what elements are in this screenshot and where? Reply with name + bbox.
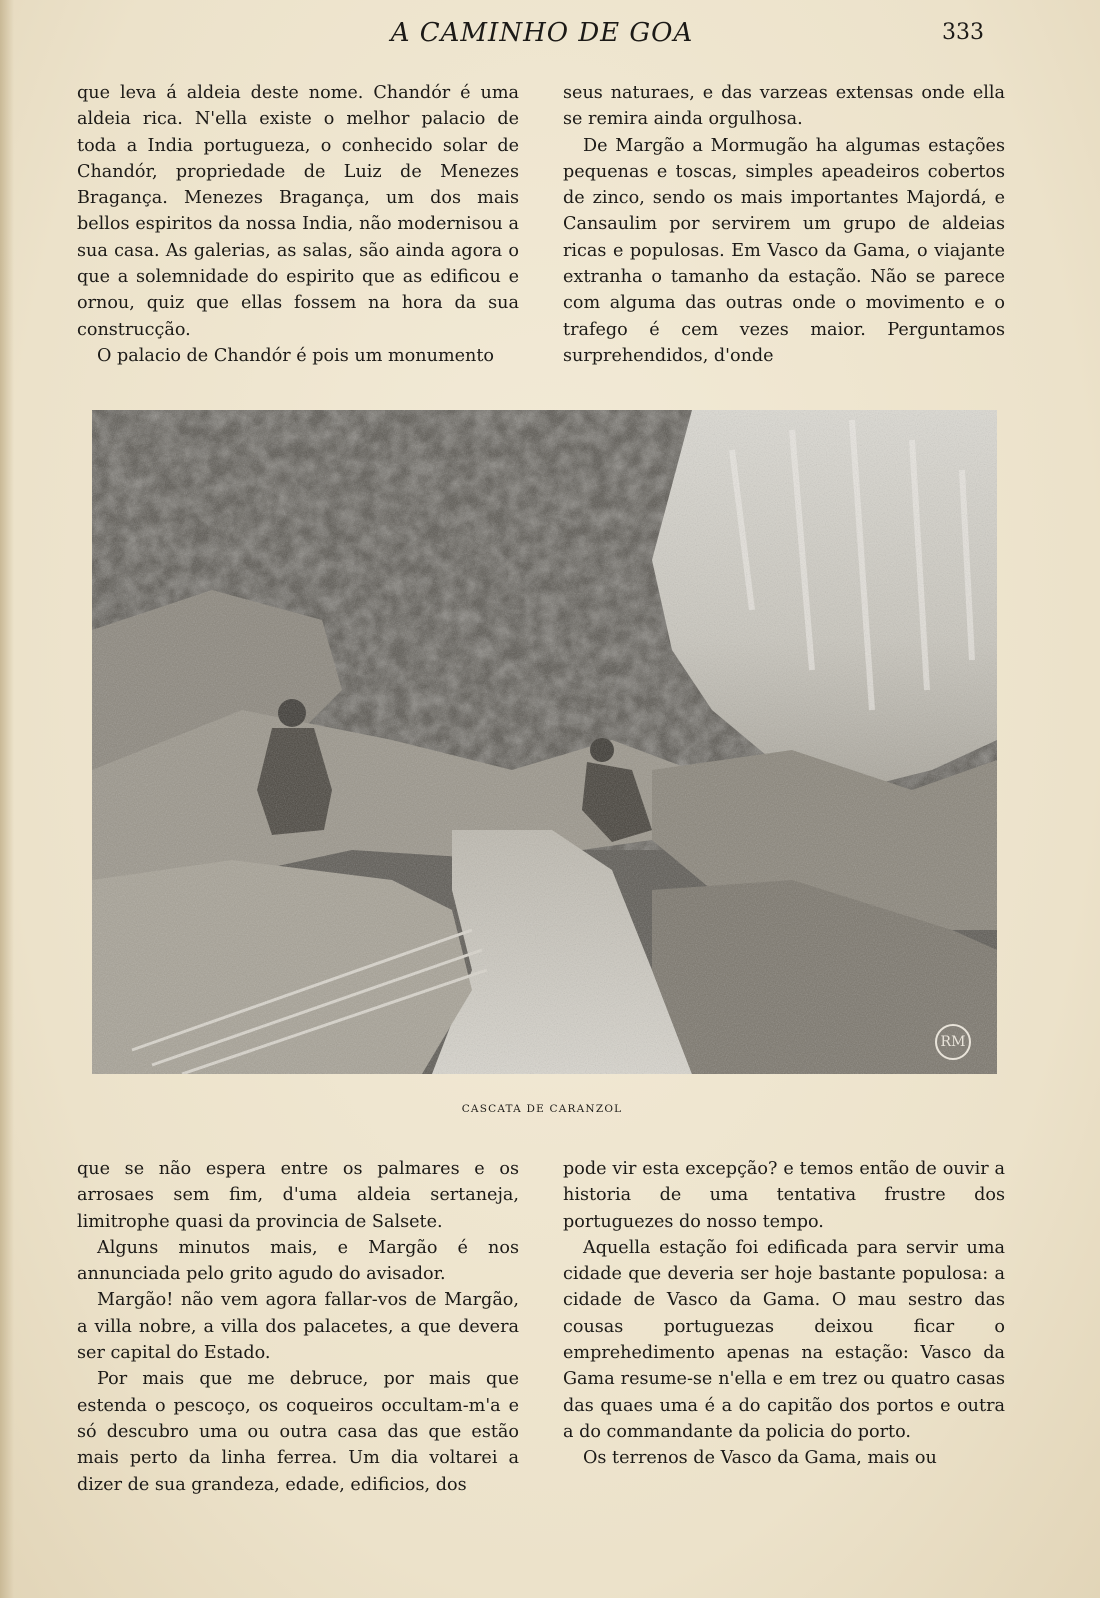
column-top-right xyxy=(563,80,1005,369)
waterfall-illustration xyxy=(92,410,997,1074)
waterfall-photo xyxy=(92,410,997,1074)
paragraph: Margão! não vem agora fallar-vos de Margão, a villa nobre, a villa dos palacetes, a que devera ser capital do Estado. xyxy=(77,1290,519,1364)
paragraph: Alguns minutos mais, e Margão é nos annunciada pelo grito agudo do avisador. xyxy=(77,1237,519,1285)
photo-caption: CASCATA DE CARANZOL xyxy=(461,1103,623,1115)
paragraph: pode vir esta excepção? e temos então de ouvir a historia de uma tentativa frustre dos portuguezes do nosso tempo. xyxy=(563,1159,1005,1232)
engraver-monogram: RM xyxy=(935,1024,971,1060)
column-bottom-left xyxy=(77,1156,519,1498)
photo-grain xyxy=(92,410,997,1074)
paragraph: seus naturaes, e das varzeas extensas onde ella se remira ainda orgulhosa. xyxy=(563,83,1005,130)
paragraph: que se não espera entre os palmares e os arrosaes sem fim, d'uma aldeia sertaneja, limitrophe quasi da provincia de Salsete. xyxy=(77,1159,519,1232)
paragraph: Aquella estação foi edificada para servir uma cidade que deveria ser hoje bastante populosa: a cidade de Vasco da Gama. O mau sestro das cousas portuguezas deixou ficar o emprehedimento apenas na estação: Vasco da Gama resume-se n'ella e em trez ou quatro casas das quaes uma é a do capitão dos portos e outra a do commandante da policia do porto. xyxy=(563,1237,1005,1442)
paragraph: Os terrenos de Vasco da Gama, mais ou xyxy=(583,1448,937,1469)
paragraph: que leva á aldeia deste nome. Chandór é uma aldeia rica. N'ella existe o melhor palacio de toda a India portugueza, o conhecido solar de Chandór, propriedade de Luiz de Menezes Bragança. Menezes Bragança, um dos mais bellos espiritos da nossa India, não modernisou a sua casa. As galerias, as salas, são ainda agora o que a solemnidade do espirito que as edificou e ornou, quiz que ellas fossem na hora da sua construcção. xyxy=(77,83,519,340)
paragraph: De Margão a Mormugão ha algumas estações pequenas e toscas, simples apeadeiros cobertos de zinco, sendo os mais importantes Majordá, e Cansaulim por servirem um grupo de aldeias ricas e populosas. Em Vasco da Gama, o viajante extranha o tamanho da estação. Não se parece com alguma das outras onde o movimento e o trafego é cem vezes maior. Perguntamos surprehendidos, d'onde xyxy=(563,135,1005,366)
page-number: 333 xyxy=(942,20,984,45)
column-top-left xyxy=(77,80,519,369)
paragraph: Por mais que me debruce, por mais que estenda o pescoço, os coqueiros occultam-m'a e só descubro uma ou outra casa das que estão mais perto da linha ferrea. Um dia voltarei a dizer de sua grandeza, edade, edificios, dos xyxy=(77,1369,519,1495)
page-header xyxy=(0,18,1100,58)
running-title: A CAMINHO DE GOA xyxy=(390,18,694,48)
paragraph: O palacio de Chandór é pois um monumento xyxy=(97,345,495,366)
column-bottom-right xyxy=(563,1156,1005,1472)
